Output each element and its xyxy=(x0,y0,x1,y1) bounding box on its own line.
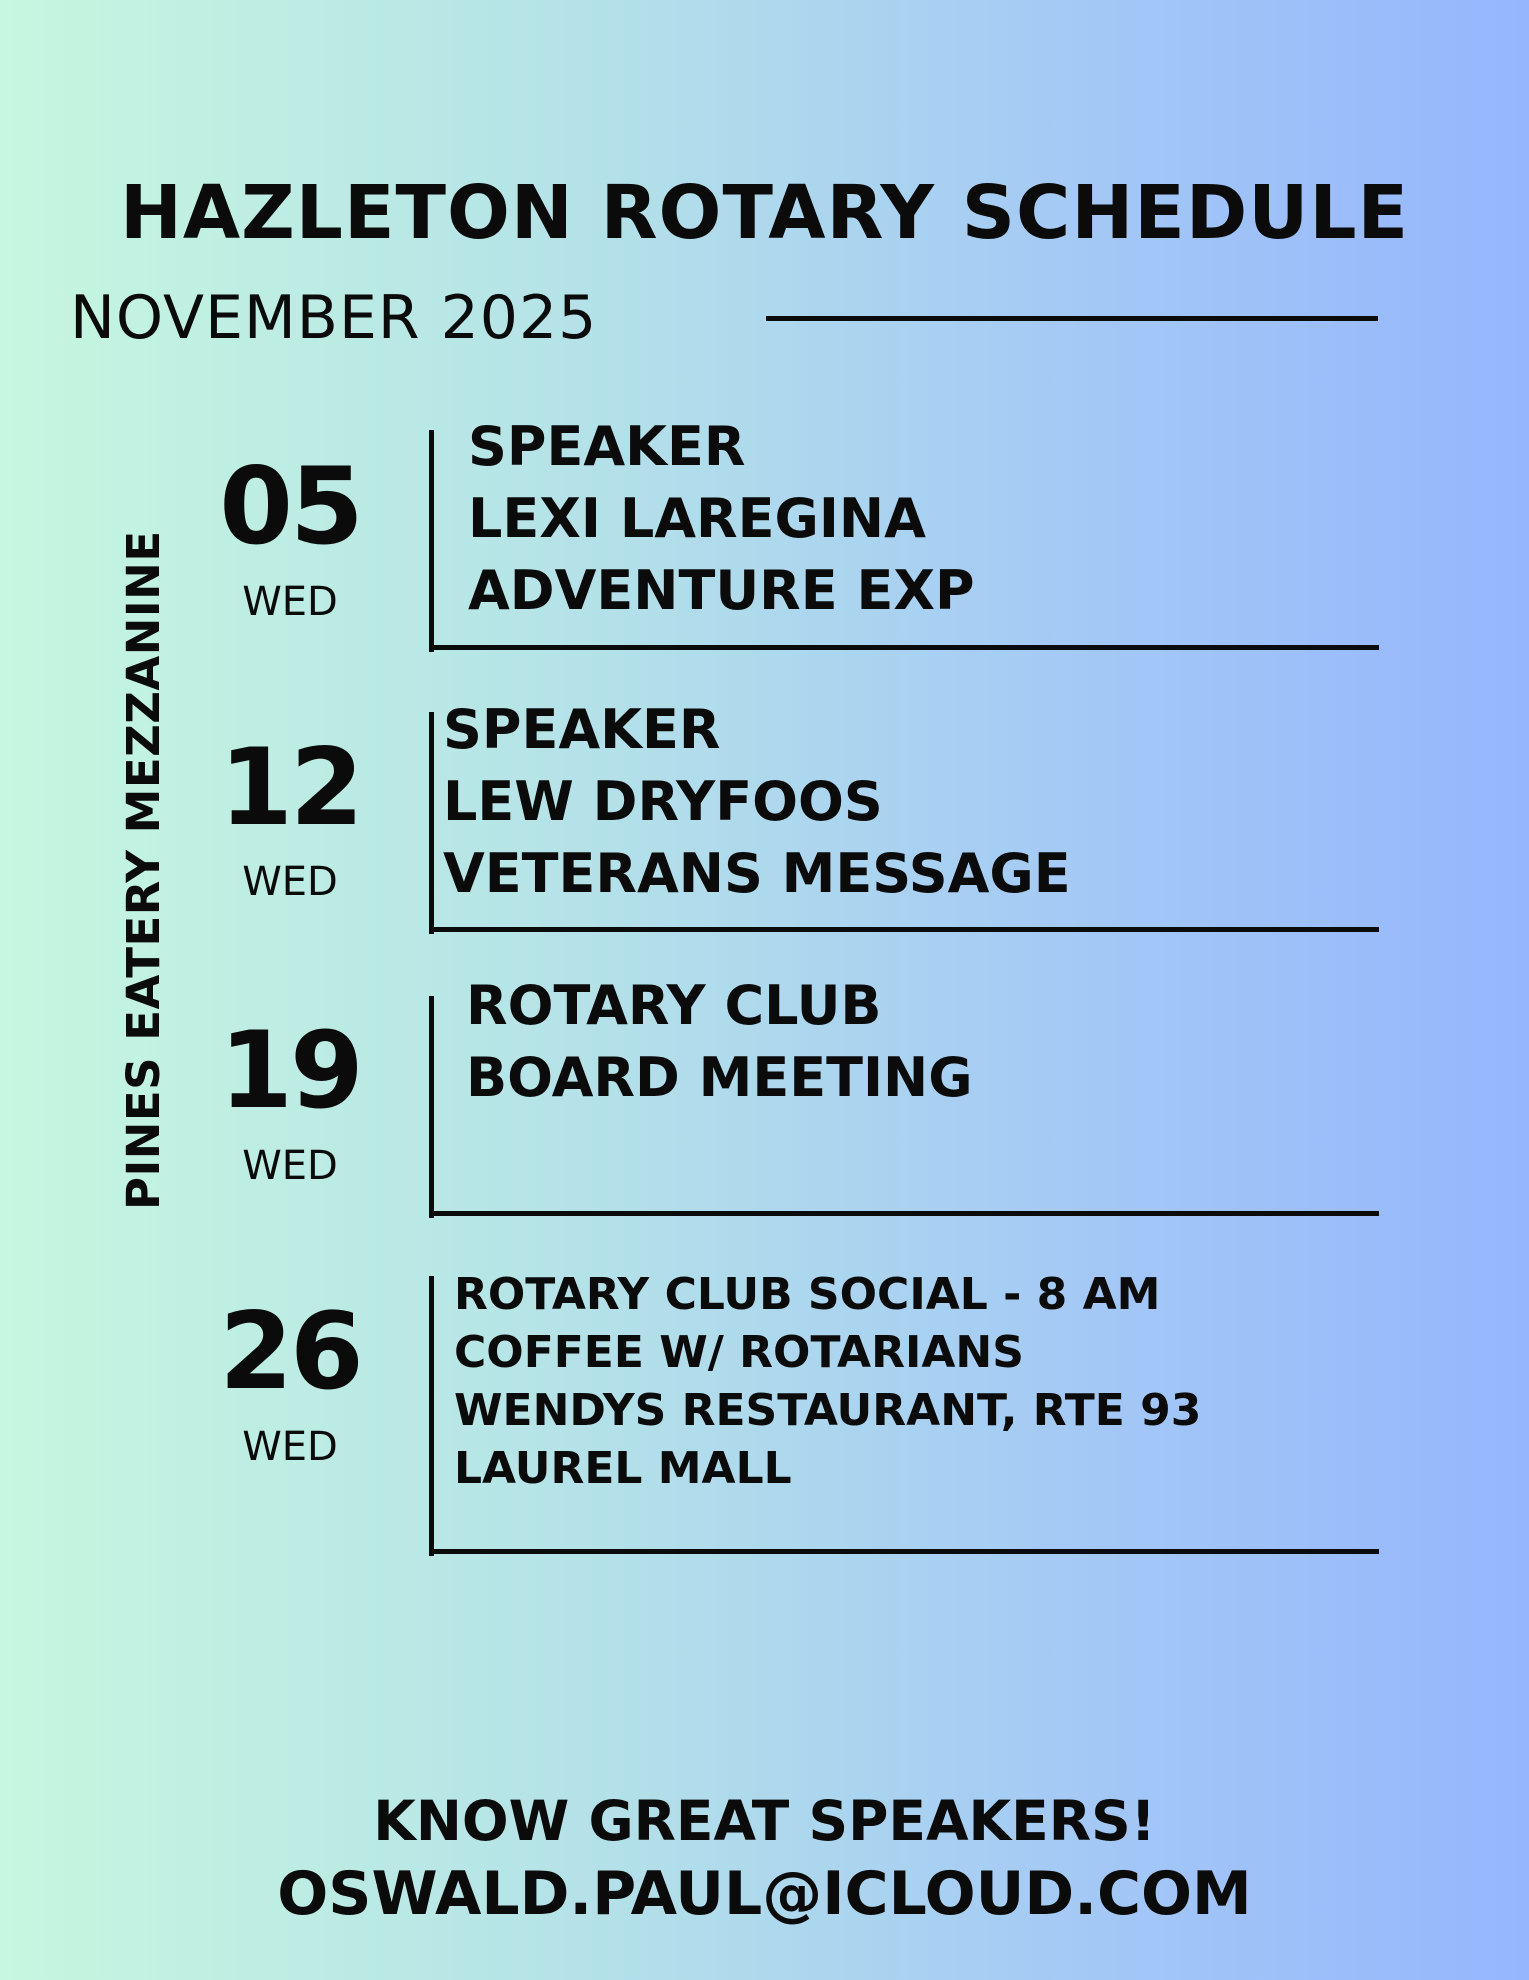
event-day-number: 05 xyxy=(219,445,361,568)
event-details xyxy=(454,1266,1201,1498)
event-detail-line: ADVENTURE EXP xyxy=(468,559,975,622)
month-heading: NOVEMBER 2025 xyxy=(70,283,598,353)
event-bracket-vertical xyxy=(429,1276,434,1556)
event-detail-line: SPEAKER xyxy=(468,415,746,478)
event-weekday: WED xyxy=(242,1143,338,1189)
event-detail-line: SPEAKER xyxy=(443,698,721,761)
event-details xyxy=(468,411,975,627)
event-day-number: 26 xyxy=(219,1290,361,1413)
event-details xyxy=(466,970,973,1114)
event-weekday: WED xyxy=(242,859,338,905)
page-title: HAZLETON ROTARY SCHEDULE xyxy=(119,170,1410,256)
event-detail-line: COFFEE W/ ROTARIANS xyxy=(454,1327,1024,1378)
event-detail-line: ROTARY CLUB SOCIAL - 8 AM xyxy=(454,1269,1161,1320)
event-detail-line: ROTARY CLUB xyxy=(466,974,882,1037)
event-bracket-horizontal xyxy=(429,927,1379,932)
month-divider xyxy=(766,316,1378,321)
event-detail-line: LAUREL MALL xyxy=(454,1443,792,1494)
event-weekday: WED xyxy=(242,579,338,625)
event-day-number: 12 xyxy=(219,726,361,849)
event-weekday: WED xyxy=(242,1424,338,1470)
event-detail-line: WENDYS RESTAURANT, RTE 93 xyxy=(454,1385,1202,1436)
event-bracket-vertical xyxy=(429,996,434,1218)
event-bracket-horizontal xyxy=(429,1211,1379,1216)
event-bracket-vertical xyxy=(429,430,434,652)
event-day-number: 19 xyxy=(219,1009,361,1132)
venue-label: PINES EATERY MEZZANINE xyxy=(117,530,170,1210)
footer-email: OSWALD.PAUL@ICLOUD.COM xyxy=(277,1859,1252,1929)
event-detail-line: LEXI LAREGINA xyxy=(468,487,926,550)
event-detail-line: BOARD MEETING xyxy=(466,1046,973,1109)
event-detail-line: LEW DRYFOOS xyxy=(443,770,883,833)
event-bracket-horizontal xyxy=(429,1549,1379,1554)
event-bracket-horizontal xyxy=(429,645,1379,650)
event-detail-line: VETERANS MESSAGE xyxy=(443,842,1071,905)
event-bracket-vertical xyxy=(429,712,434,934)
footer-tagline: KNOW GREAT SPEAKERS! xyxy=(373,1789,1156,1853)
event-details xyxy=(443,694,1071,910)
